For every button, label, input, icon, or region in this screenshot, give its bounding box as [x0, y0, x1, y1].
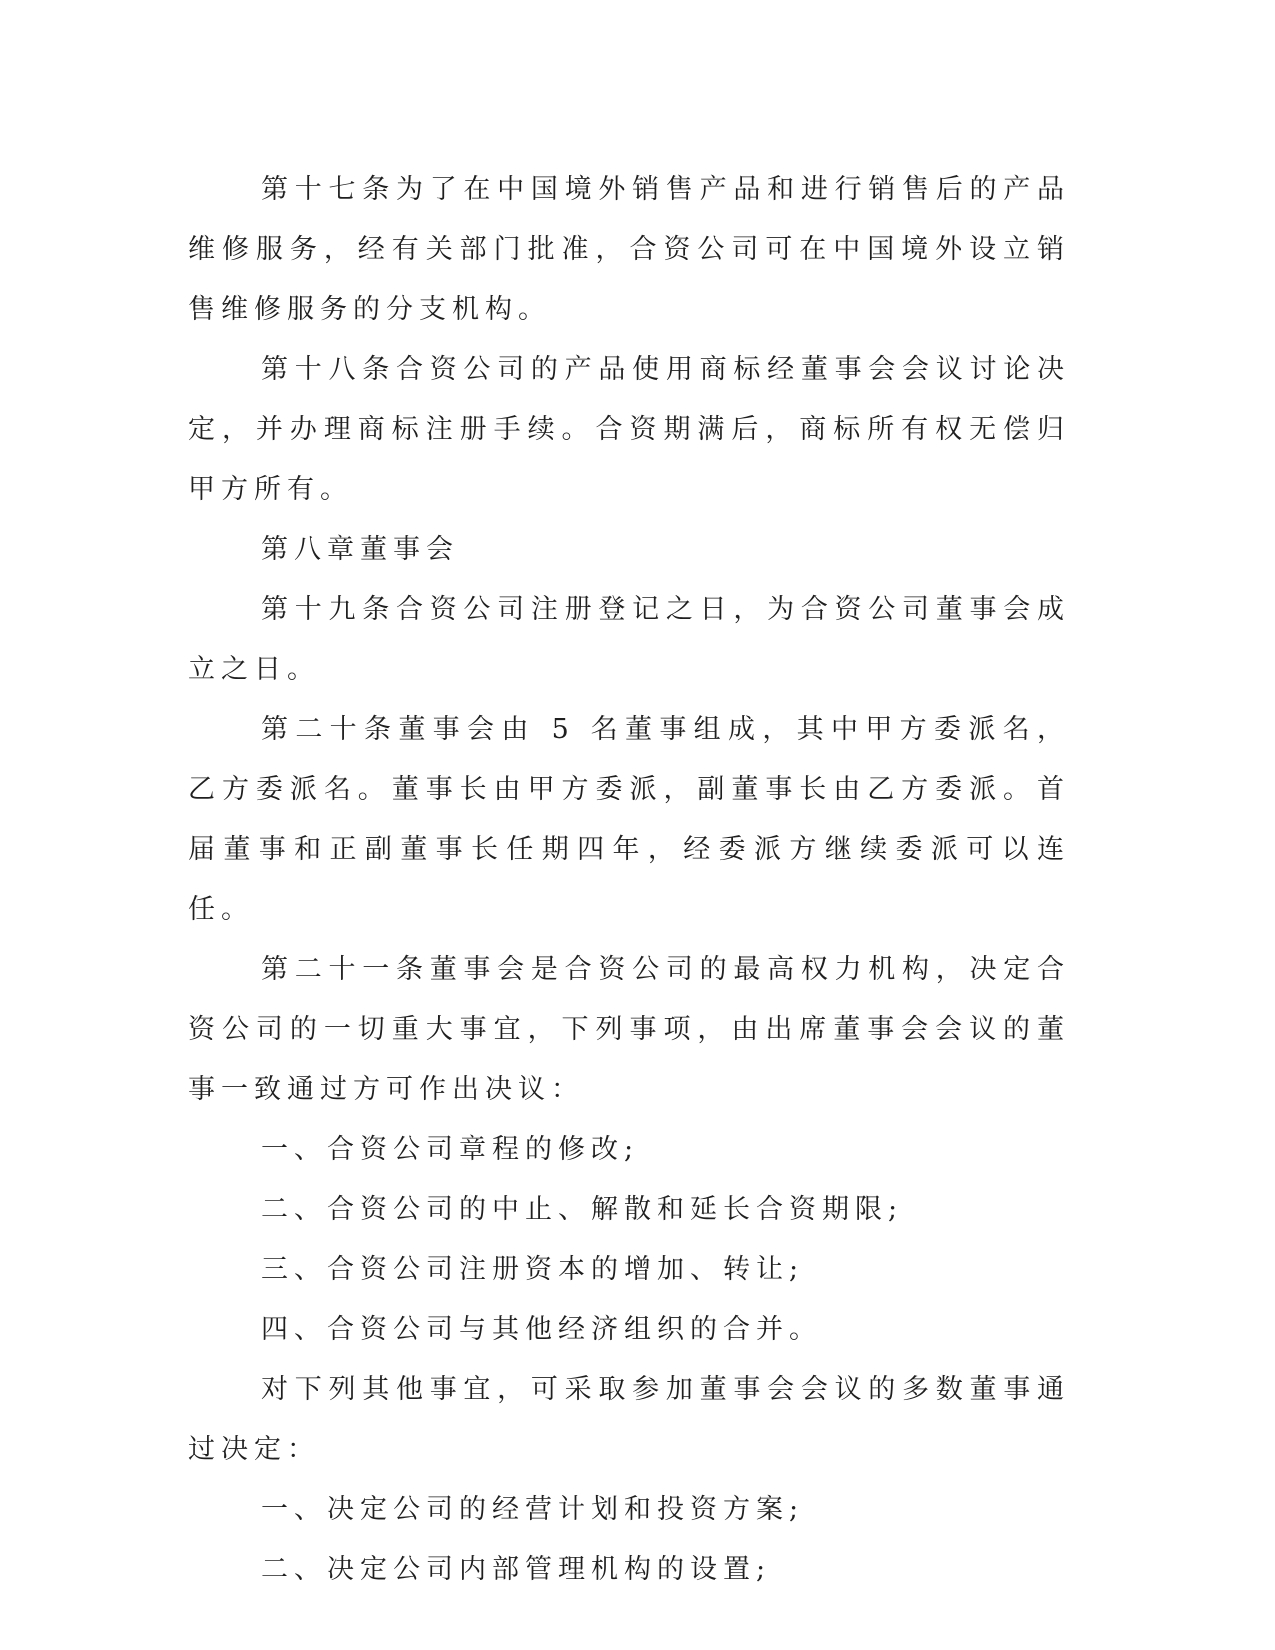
unanimous-item-1: 一、合资公司章程的修改; [261, 1134, 640, 1165]
article-21-paragraph: 第二十一条董事会是合资公司的最高权力机构，决定合资公司的一切重大事宜，下列事项，由出席董事会会议的董事一致通过方可作出决议： [188, 954, 1070, 1105]
unanimous-item-2: 二、合资公司的中止、解散和延长合资期限; [261, 1194, 904, 1225]
unanimous-item-4: 四、合资公司与其他经济组织的合并。 [261, 1314, 822, 1345]
majority-item-2: 二、决定公司内部管理机构的设置; [261, 1554, 772, 1585]
majority-intro-paragraph: 对下列其他事宜，可采取参加董事会会议的多数董事通过决定： [188, 1374, 1070, 1465]
unanimous-item-3: 三、合资公司注册资本的增加、转让; [261, 1254, 805, 1285]
article-20-paragraph: 第二十条董事会由 5 名董事组成，其中甲方委派名，乙方委派名。董事长由甲方委派，副董事长由乙方委派。首届董事和正副董事长任期四年，经委派方继续委派可以连任。 [188, 714, 1070, 925]
document-body [188, 160, 1070, 1600]
chapter-8-heading: 第八章董事会 [261, 534, 459, 565]
majority-item-1: 一、决定公司的经营计划和投资方案; [261, 1494, 805, 1525]
article-18-paragraph: 第十八条合资公司的产品使用商标经董事会会议讨论决定，并办理商标注册手续。合资期满后，商标所有权无偿归甲方所有。 [188, 354, 1070, 505]
article-17-paragraph: 第十七条为了在中国境外销售产品和进行销售后的产品维修服务，经有关部门批准，合资公司可在中国境外设立销售维修服务的分支机构。 [188, 174, 1070, 325]
article-19-paragraph: 第十九条合资公司注册登记之日，为合资公司董事会成立之日。 [188, 594, 1070, 685]
